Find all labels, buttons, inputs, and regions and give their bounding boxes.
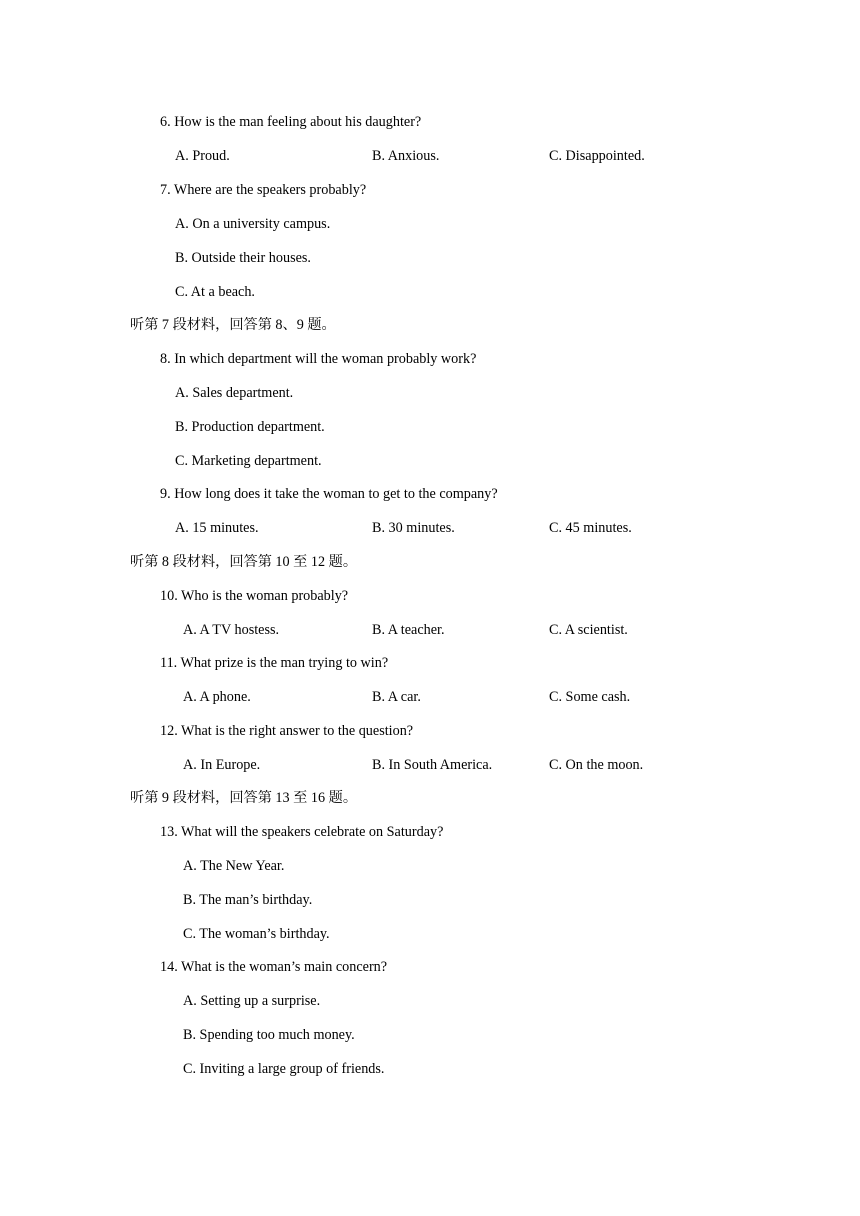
q11-option-a: A. A phone. (183, 689, 251, 705)
q10-option-c: C. A scientist. (549, 622, 628, 638)
question-7: 7. Where are the speakers probably? (160, 182, 367, 198)
section-7-instruction: 听第 7 段材料，回答第 8、9 题。 (130, 317, 336, 333)
q7-option-a: A. On a university campus. (175, 216, 331, 232)
question-12: 12. What is the right answer to the question? (160, 723, 414, 739)
q7-option-b: B. Outside their houses. (175, 250, 311, 266)
question-10: 10. Who is the woman probably? (160, 588, 349, 604)
q12-option-a: A. In Europe. (183, 757, 261, 773)
question-14: 14. What is the woman’s main concern? (160, 959, 388, 975)
q11-option-c: C. Some cash. (549, 689, 631, 705)
q6-option-a: A. Proud. (175, 148, 230, 164)
q14-option-c: C. Inviting a large group of friends. (183, 1061, 385, 1077)
question-11: 11. What prize is the man trying to win? (160, 655, 389, 671)
q9-option-b: B. 30 minutes. (372, 520, 455, 536)
q12-option-b: B. In South America. (372, 757, 493, 773)
section-8-instruction: 听第 8 段材料，回答第 10 至 12 题。 (130, 554, 358, 570)
section-9-instruction: 听第 9 段材料，回答第 13 至 16 题。 (130, 790, 358, 806)
q10-option-a: A. A TV hostess. (183, 622, 280, 638)
q8-option-c: C. Marketing department. (175, 453, 322, 469)
question-9: 9. How long does it take the woman to get to the company? (160, 486, 498, 502)
q14-option-a: A. Setting up a surprise. (183, 993, 321, 1009)
question-6: 6. How is the man feeling about his daughter? (160, 114, 422, 130)
q7-option-c: C. At a beach. (175, 284, 255, 300)
q6-option-b: B. Anxious. (372, 148, 440, 164)
question-13: 13. What will the speakers celebrate on Saturday? (160, 824, 444, 840)
q13-option-c: C. The woman’s birthday. (183, 926, 330, 942)
q12-option-c: C. On the moon. (549, 757, 644, 773)
q8-option-a: A. Sales department. (175, 385, 294, 401)
q9-option-a: A. 15 minutes. (175, 520, 259, 536)
q13-option-a: A. The New Year. (183, 858, 285, 874)
q10-option-b: B. A teacher. (372, 622, 445, 638)
q6-option-c: C. Disappointed. (549, 148, 645, 164)
question-8: 8. In which department will the woman probably work? (160, 351, 477, 367)
q9-option-c: C. 45 minutes. (549, 520, 632, 536)
q11-option-b: B. A car. (372, 689, 421, 705)
q14-option-b: B. Spending too much money. (183, 1027, 355, 1043)
q13-option-b: B. The man’s birthday. (183, 892, 313, 908)
q8-option-b: B. Production department. (175, 419, 325, 435)
